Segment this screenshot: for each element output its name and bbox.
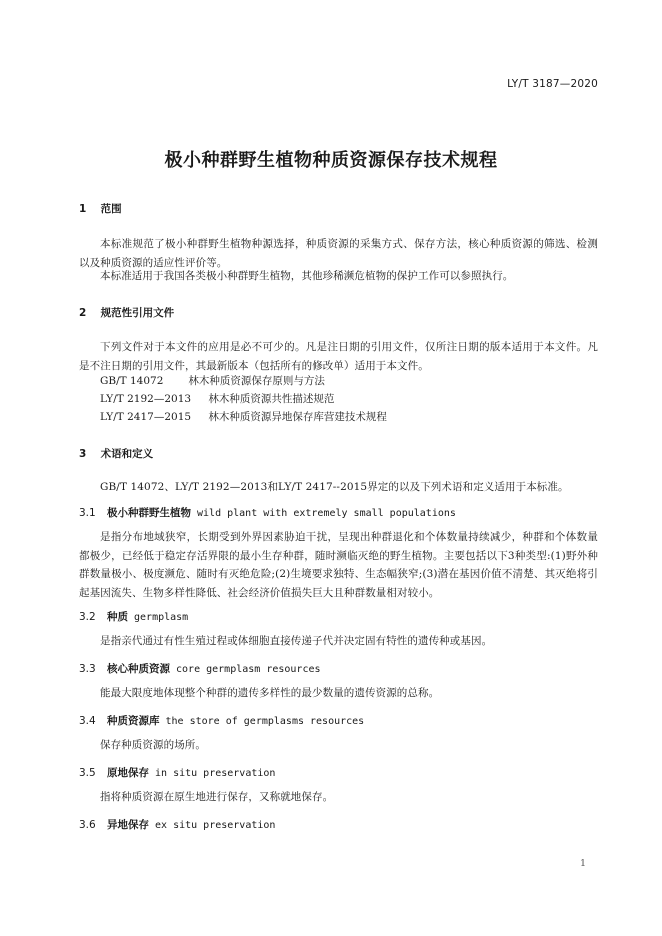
section-number: 1 [79, 203, 87, 215]
term-english: germplasm [128, 612, 189, 623]
term-number: 3.3 [79, 663, 96, 675]
term-chinese: 异地保存 [107, 819, 149, 831]
term-definition: 保存种质资源的场所。 [100, 739, 206, 751]
term-heading [0, 661, 662, 676]
term-chinese: 原地保存 [107, 767, 149, 779]
section-1-heading [0, 201, 662, 216]
term-heading [0, 505, 662, 520]
term-english: in situ preservation [149, 768, 276, 779]
term-definition: 是指亲代通过有性生殖过程或体细胞直接传递子代并决定固有特性的遗传种或基因。 [100, 635, 493, 647]
term-english: ex situ preservation [149, 820, 276, 831]
term-definition: 能最大限度地体现整个种群的遗传多样性的最少数量的遗传资源的总称。 [100, 687, 440, 699]
term-english: wild plant with extremely small populations [191, 508, 456, 519]
term-number: 3.4 [79, 715, 96, 727]
term-number: 3.5 [79, 767, 96, 779]
page-number: 1 [579, 858, 586, 869]
term-definition: 是指分布地域狭窄，长期受到外界因素胁迫干扰，呈现出种群退化和个体数量持续减少，种群和个体数量都极少，已经低于稳定存活界限的最小生存种群，随时濒临灭绝的野生植物。主要包括以下3种类型:(1)野外种群数量极小、极度濒危、随时有灭绝危险;(2)生境要求独特、生态幅狭窄;(3)潜在基因价值不清楚、其灭绝将引起基因流失、生物多样性降低、社会经济价值损失巨大且种群数量相对较小。 [79, 531, 598, 599]
term-number: 3.6 [79, 819, 96, 831]
reference-code: LY/T 2417—2015 [100, 411, 192, 423]
section-2-heading [0, 305, 662, 320]
term-heading [0, 609, 662, 624]
section-title: 术语和定义 [100, 448, 154, 460]
reference-code: GB/T 14072 [100, 375, 164, 387]
term-english: the store of germplasms resources [159, 716, 365, 727]
term-chinese: 极小种群野生植物 [107, 507, 191, 519]
term-heading [0, 713, 662, 728]
section-title: 规范性引用文件 [100, 307, 175, 319]
paragraph: 本标准规范了极小种群野生植物种源选择，种质资源的采集方式、保存方法，核心种质资源的筛选、检测以及种质资源的适应性评价等。 [79, 238, 598, 269]
section-number: 3 [79, 448, 87, 460]
term-number: 3.1 [79, 507, 96, 519]
term-heading [0, 817, 662, 832]
reference-item [0, 372, 662, 390]
paragraph: 下列文件对于本文件的应用是必不可少的。凡是注日期的引用文件，仅所注日期的版本适用于本文件。凡是不注日期的引用文件，其最新版本（包括所有的修改单）适用于本文件。 [79, 341, 598, 372]
reference-item [0, 390, 662, 408]
term-chinese: 种质资源库 [107, 715, 160, 727]
section-title: 范围 [100, 203, 122, 215]
reference-name: 林木种质资源保存原则与方法 [188, 375, 325, 387]
paragraph: GB/T 14072、LY/T 2192—2013和LY/T 2417--2015界定的以及下列术语和定义适用于本标准。 [100, 481, 569, 493]
section-3-heading [0, 446, 662, 461]
paragraph: 本标准适用于我国各类极小种群野生植物，其他珍稀濒危植物的保护工作可以参照执行。 [100, 270, 514, 282]
term-chinese: 种质 [107, 611, 128, 623]
reference-item [0, 408, 662, 426]
standard-code: LY/T 3187—2020 [507, 78, 598, 90]
reference-name: 林木种质资源异地保存库营建技术规程 [208, 411, 387, 423]
term-chinese: 核心种质资源 [107, 663, 170, 675]
term-number: 3.2 [79, 611, 96, 623]
section-number: 2 [79, 307, 87, 319]
reference-code: LY/T 2192—2013 [100, 393, 192, 405]
document-title: 极小种群野生植物种质资源保存技术规程 [164, 150, 498, 171]
term-heading [0, 765, 662, 780]
reference-name: 林木种质资源共性描述规范 [208, 393, 335, 405]
term-definition: 指将种质资源在原生地进行保存，又称就地保存。 [100, 791, 334, 803]
term-english: core germplasm resources [170, 664, 321, 675]
